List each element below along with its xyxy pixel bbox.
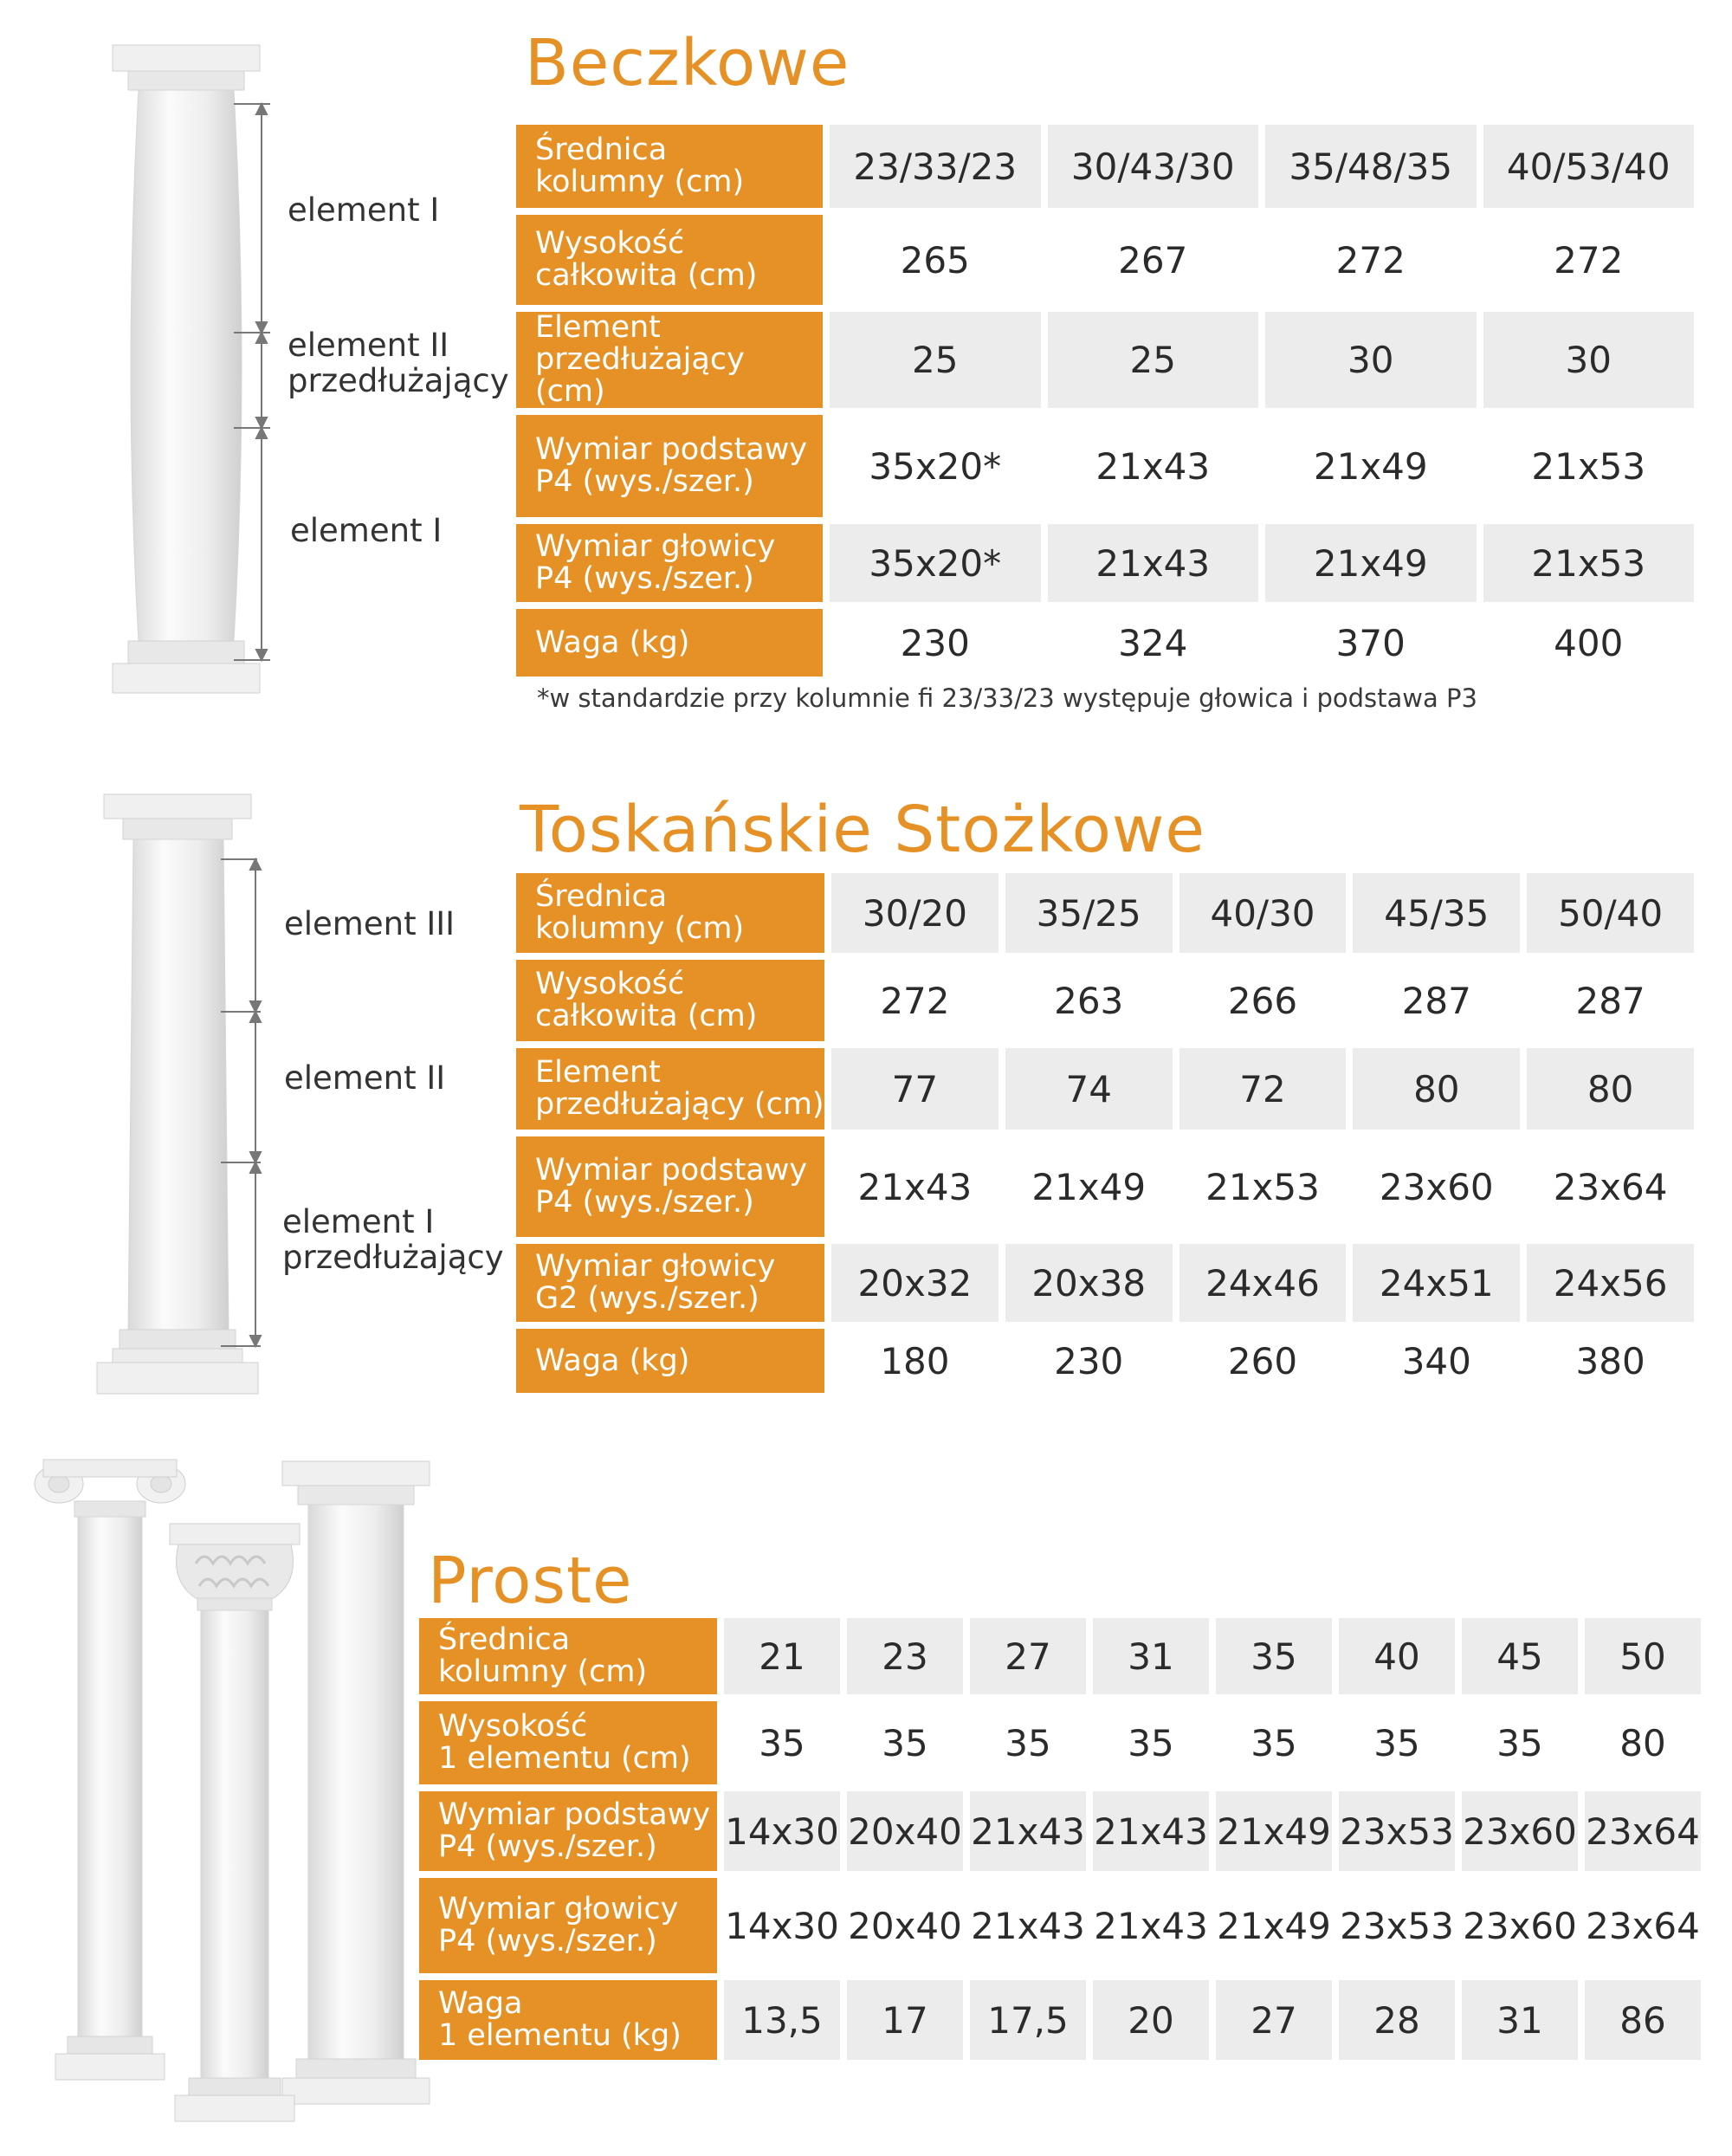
value-cell: 23x60 <box>1353 1136 1520 1237</box>
value-cell: 23x60 <box>1462 1878 1578 1973</box>
value-cell: 24x46 <box>1179 1244 1347 1322</box>
row-label: Wymiar podstawy P4 (wys./szer.) <box>419 1791 717 1871</box>
value-cell: 35 <box>724 1701 840 1784</box>
value-cell: 287 <box>1353 960 1520 1041</box>
value-cell: 17 <box>847 1980 963 2060</box>
value-cell: 45 <box>1462 1618 1578 1694</box>
row-label: Waga (kg) <box>516 1329 824 1393</box>
value-cell: 21x43 <box>1093 1878 1209 1973</box>
value-cell: 21x43 <box>1048 415 1259 517</box>
spec-table-toskanskie <box>509 866 1701 1400</box>
spec-table-proste <box>412 1611 1708 2067</box>
value-cell: 21x53 <box>1483 415 1695 517</box>
value-cell: 80 <box>1353 1048 1520 1130</box>
row-label: Wymiar podstawy P4 (wys./szer.) <box>516 1136 824 1237</box>
value-cell: 28 <box>1339 1980 1455 2060</box>
value-cell: 400 <box>1483 609 1695 677</box>
value-cell: 40/30 <box>1179 873 1347 953</box>
value-cell: 21x53 <box>1483 524 1695 602</box>
section-title-proste: Proste <box>428 1544 633 1618</box>
value-cell: 370 <box>1265 609 1477 677</box>
value-cell: 260 <box>1179 1329 1347 1393</box>
value-cell: 50/40 <box>1527 873 1694 953</box>
value-cell: 45/35 <box>1353 873 1520 953</box>
element-label-1-tuscan: element I przedłużający <box>282 1203 504 1276</box>
value-cell: 230 <box>1005 1329 1173 1393</box>
value-cell: 20 <box>1093 1980 1209 2060</box>
value-cell: 30/20 <box>831 873 998 953</box>
value-cell: 35x20* <box>830 524 1041 602</box>
value-cell: 287 <box>1527 960 1694 1041</box>
value-cell: 21 <box>724 1618 840 1694</box>
value-cell: 20x32 <box>831 1244 998 1322</box>
value-cell: 31 <box>1093 1618 1209 1694</box>
value-cell: 14x30 <box>724 1791 840 1871</box>
value-cell: 27 <box>970 1618 1086 1694</box>
spec-row <box>419 1878 1701 1973</box>
value-cell: 35 <box>1216 1618 1332 1694</box>
value-cell: 21x53 <box>1179 1136 1347 1237</box>
value-cell: 86 <box>1585 1980 1701 2060</box>
value-cell: 25 <box>1048 312 1259 408</box>
value-cell: 24x56 <box>1527 1244 1694 1322</box>
value-cell: 180 <box>831 1329 998 1393</box>
value-cell: 50 <box>1585 1618 1701 1694</box>
spec-row <box>516 312 1694 408</box>
value-cell: 272 <box>1483 215 1695 305</box>
value-cell: 266 <box>1179 960 1347 1041</box>
row-label: Wysokość 1 elementu (cm) <box>419 1701 717 1784</box>
value-cell: 74 <box>1005 1048 1173 1130</box>
value-cell: 72 <box>1179 1048 1347 1130</box>
value-cell: 25 <box>830 312 1041 408</box>
value-cell: 272 <box>1265 215 1477 305</box>
value-cell: 35 <box>1462 1701 1578 1784</box>
row-label: Wymiar głowicy P4 (wys./szer.) <box>516 524 823 602</box>
value-cell: 263 <box>1005 960 1173 1041</box>
spec-row <box>516 215 1694 305</box>
value-cell: 21x43 <box>1048 524 1259 602</box>
value-cell: 23x53 <box>1339 1791 1455 1871</box>
value-cell: 17,5 <box>970 1980 1086 2060</box>
value-cell: 27 <box>1216 1980 1332 2060</box>
value-cell: 21x43 <box>1093 1791 1209 1871</box>
value-cell: 21x49 <box>1005 1136 1173 1237</box>
value-cell: 40/53/40 <box>1483 125 1695 208</box>
spec-row <box>516 960 1694 1041</box>
value-cell: 30 <box>1483 312 1695 408</box>
row-label: Wysokość całkowita (cm) <box>516 960 824 1041</box>
element-label-2-tuscan: element II <box>284 1059 446 1097</box>
spec-row <box>419 1980 1701 2060</box>
value-cell: 267 <box>1048 215 1259 305</box>
value-cell: 23/33/23 <box>830 125 1041 208</box>
value-cell: 35 <box>847 1701 963 1784</box>
value-cell: 21x43 <box>970 1791 1086 1871</box>
value-cell: 21x49 <box>1265 415 1477 517</box>
spec-row <box>516 873 1694 953</box>
value-cell: 20x40 <box>847 1791 963 1871</box>
value-cell: 35 <box>1216 1701 1332 1784</box>
value-cell: 23x64 <box>1527 1136 1694 1237</box>
value-cell: 35 <box>970 1701 1086 1784</box>
value-cell: 13,5 <box>724 1980 840 2060</box>
value-cell: 30 <box>1265 312 1477 408</box>
value-cell: 77 <box>831 1048 998 1130</box>
element-label-3-tuscan: element III <box>284 905 456 942</box>
value-cell: 23x64 <box>1585 1791 1701 1871</box>
spec-row <box>516 125 1694 208</box>
section-title-beczkowe: Beczkowe <box>525 26 850 100</box>
value-cell: 265 <box>830 215 1041 305</box>
row-label: Waga 1 elementu (kg) <box>419 1980 717 2060</box>
value-cell: 21x43 <box>970 1878 1086 1973</box>
row-label: Element przedłużający (cm) <box>516 312 823 408</box>
spec-row <box>516 1329 1694 1393</box>
value-cell: 31 <box>1462 1980 1578 2060</box>
value-cell: 40 <box>1339 1618 1455 1694</box>
value-cell: 35x20* <box>830 415 1041 517</box>
value-cell: 380 <box>1527 1329 1694 1393</box>
value-cell: 14x30 <box>724 1878 840 1973</box>
straight-columns-illustration <box>26 1451 442 2144</box>
value-cell: 80 <box>1527 1048 1694 1130</box>
value-cell: 21x49 <box>1216 1878 1332 1973</box>
element-label-1: element I <box>288 191 440 229</box>
row-label: Średnica kolumny (cm) <box>516 125 823 208</box>
spec-row <box>516 1048 1694 1130</box>
value-cell: 30/43/30 <box>1048 125 1259 208</box>
tuscan-dimension-arrows <box>221 858 273 1351</box>
value-cell: 324 <box>1048 609 1259 677</box>
value-cell: 24x51 <box>1353 1244 1520 1322</box>
element-label-2: element II przedłużający <box>288 327 509 399</box>
value-cell: 230 <box>830 609 1041 677</box>
value-cell: 20x40 <box>847 1878 963 1973</box>
spec-row <box>419 1618 1701 1694</box>
value-cell: 23 <box>847 1618 963 1694</box>
value-cell: 20x38 <box>1005 1244 1173 1322</box>
row-label: Wysokość całkowita (cm) <box>516 215 823 305</box>
value-cell: 272 <box>831 960 998 1041</box>
spec-row <box>516 609 1694 677</box>
value-cell: 21x49 <box>1216 1791 1332 1871</box>
element-label-3: element I <box>290 512 443 549</box>
spec-table-beczkowe <box>509 118 1701 683</box>
row-label: Średnica kolumny (cm) <box>516 873 824 953</box>
spec-row <box>419 1791 1701 1871</box>
value-cell: 80 <box>1585 1701 1701 1784</box>
footnote: *w standardzie przy kolumnie fi 23/33/23 występuje głowica i podstawa P3 <box>537 683 1477 713</box>
barrel-dimension-arrows <box>234 102 286 664</box>
section-title-toskanskie: Toskańskie Stożkowe <box>520 793 1205 867</box>
row-label: Wymiar podstawy P4 (wys./szer.) <box>516 415 823 517</box>
spec-row <box>516 415 1694 517</box>
value-cell: 340 <box>1353 1329 1520 1393</box>
value-cell: 21x49 <box>1265 524 1477 602</box>
spec-row <box>419 1701 1701 1784</box>
value-cell: 23x64 <box>1585 1878 1701 1973</box>
value-cell: 35/48/35 <box>1265 125 1477 208</box>
row-label: Wymiar głowicy G2 (wys./szer.) <box>516 1244 824 1322</box>
value-cell: 23x53 <box>1339 1878 1455 1973</box>
value-cell: 23x60 <box>1462 1791 1578 1871</box>
value-cell: 35 <box>1339 1701 1455 1784</box>
spec-row <box>516 1244 1694 1322</box>
value-cell: 35 <box>1093 1701 1209 1784</box>
value-cell: 35/25 <box>1005 873 1173 953</box>
spec-row <box>516 524 1694 602</box>
row-label: Element przedłużający (cm) <box>516 1048 824 1130</box>
value-cell: 21x43 <box>831 1136 998 1237</box>
spec-row <box>516 1136 1694 1237</box>
row-label: Średnica kolumny (cm) <box>419 1618 717 1694</box>
row-label: Waga (kg) <box>516 609 823 677</box>
row-label: Wymiar głowicy P4 (wys./szer.) <box>419 1878 717 1973</box>
